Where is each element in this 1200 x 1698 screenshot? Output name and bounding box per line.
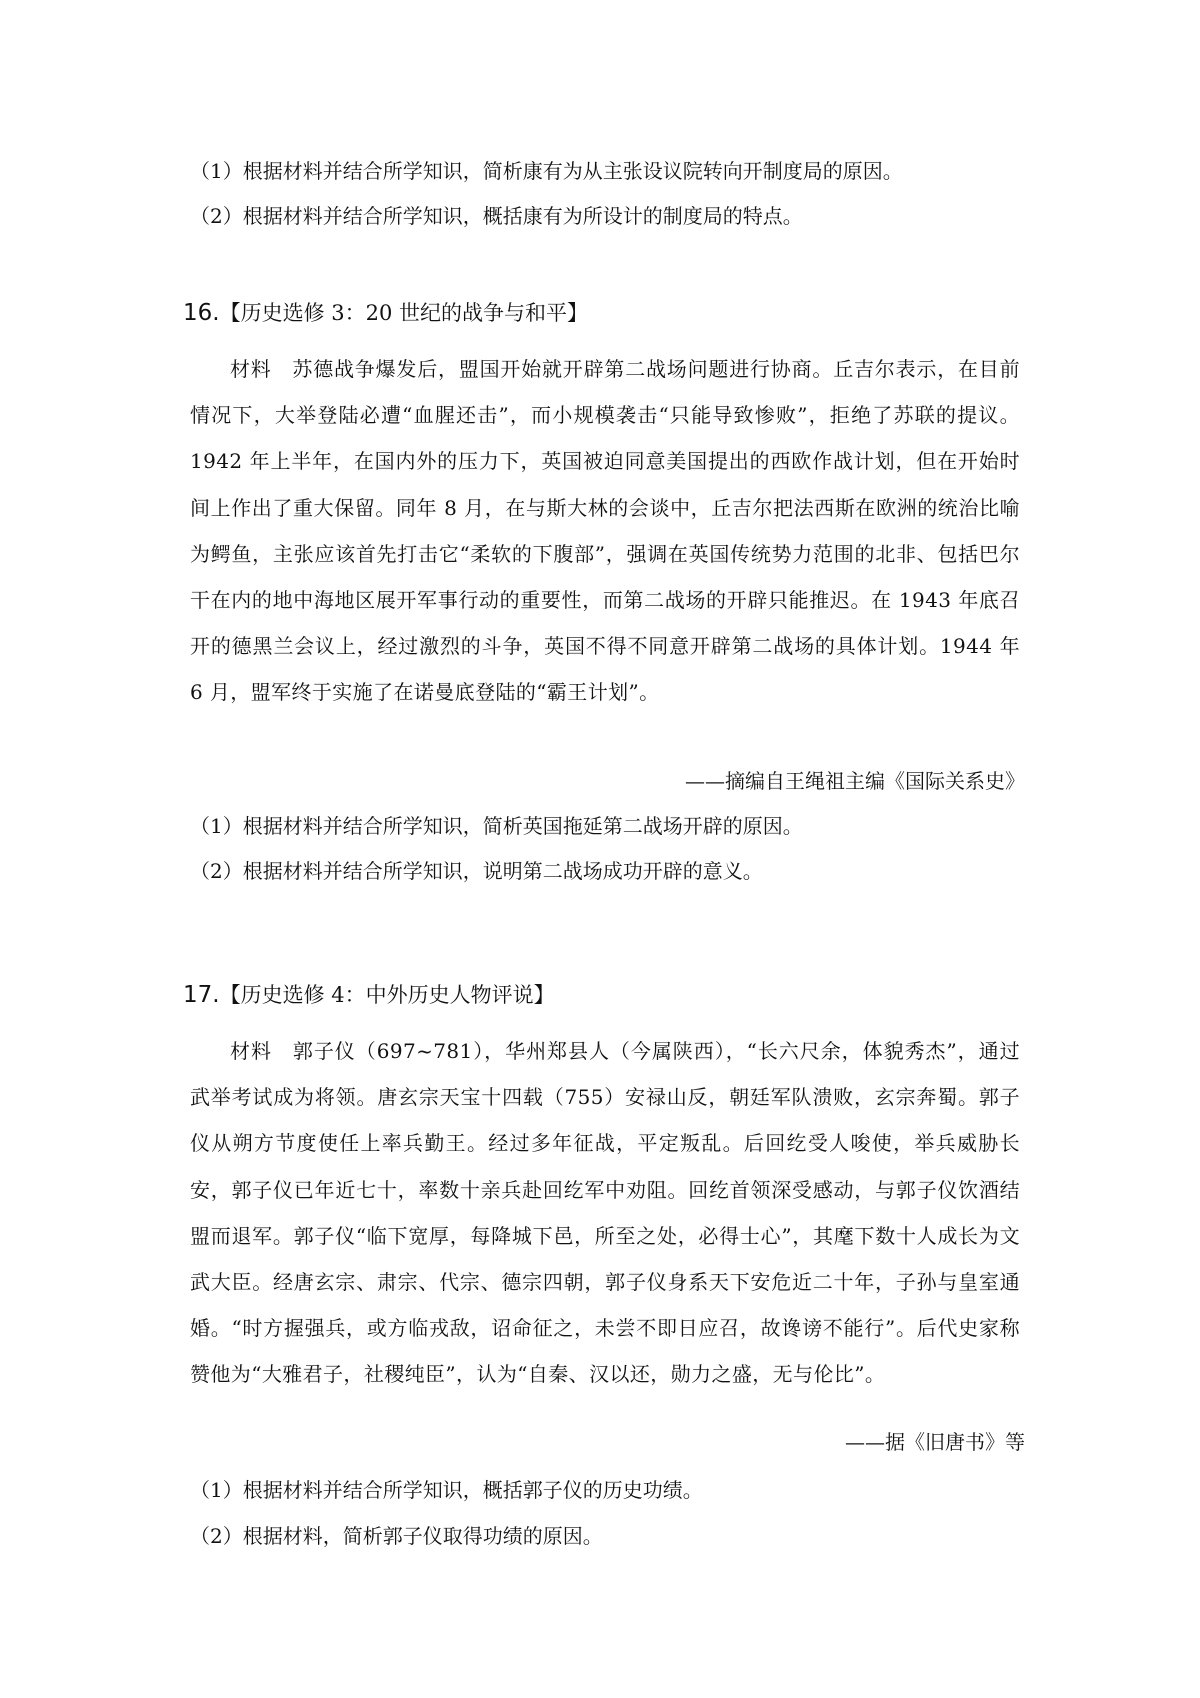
q15-subquestion-2: （2）根据材料并结合所学知识，概括康有为所设计的制度局的特点。 [190, 204, 803, 228]
q16-subquestion-2: （2）根据材料并结合所学知识，说明第二战场成功开辟的意义。 [190, 859, 763, 883]
q17-subquestion-2: （2）根据材料，简析郭子仪取得功绩的原因。 [190, 1524, 603, 1548]
q17-source: ——据《旧唐书》等 [845, 1430, 1025, 1454]
q16-number: 16. [183, 300, 220, 326]
q17-material: 材料 郭子仪（697~781），华州郑县人（今属陕西），“长六尺余，体貌秀杰”，通过武举考试成为将领。唐玄宗天宝十四载（755）安禄山反，朝廷军队溃败，玄宗奔蜀。郭子仪从朔方节度使任上率兵勤王。经过多年征战，平定叛乱。后回纥受人唆使，举兵威胁长安，郭子仪已年近七十，率数十亲兵赴回纥军中劝阻。回纥首领深受感动，与郭子仪饮酒结盟而退军。郭子仪“临下宽厚，每降城下邑，所至之处，必得士心”，其麾下数十人成长为文武大臣。经唐玄宗、肃宗、代宗、德宗四朝，郭子仪身系天下安危近二十年，子孙与皇室通婚。“时方握强兵，或方临戎敌，诏命征之，未尝不即日应召，故谗谤不能行”。后代史家称赞他为“大雅君子，社稷纯臣”，认为“自秦、汉以还，勋力之盛，无与伦比”。 [190, 1039, 1020, 1387]
q16-source: ——摘编自王绳祖主编《国际关系史》 [685, 769, 1025, 793]
q17-subquestion-1: （1）根据材料并结合所学知识，概括郭子仪的历史功绩。 [190, 1478, 703, 1502]
q16-heading [183, 298, 588, 328]
q17-number: 17. [183, 982, 220, 1008]
q16-material: 材料 苏德战争爆发后，盟国开始就开辟第二战场问题进行协商。丘吉尔表示，在目前情况下，大举登陆必遭“血腥还击”，而小规模袭击“只能导致惨败”，拒绝了苏联的提议。1942 年上半年，在国内外的压力下，英国被迫同意美国提出的西欧作战计划，但在开始时间上作出了重大保留。同年 8 月，在与斯大林的会谈中，丘吉尔把法西斯在欧洲的统治比喻为鳄鱼，主张应该首先打击它“柔软的下腹部”，强调在英国传统势力范围的北非、包括巴尔干在内的地中海地区展开军事行动的重要性，而第二战场的开辟只能推迟。在 1943 年底召开的德黑兰会议上，经过激烈的斗争，英国不得不同意开辟第二战场的具体计划。1944 年 6 月，盟军终于实施了在诺曼底登陆的“霸王计划”。 [190, 357, 1020, 705]
q16-subquestion-1: （1）根据材料并结合所学知识，简析英国拖延第二战场开辟的原因。 [190, 814, 803, 838]
q16-title: 【历史选修 3：20 世纪的战争与和平】 [219, 301, 589, 325]
q15-subquestion-1: （1）根据材料并结合所学知识，简析康有为从主张设议院转向开制度局的原因。 [190, 159, 903, 183]
q17-heading [183, 980, 555, 1010]
q17-title: 【历史选修 4：中外历史人物评说】 [219, 983, 555, 1007]
